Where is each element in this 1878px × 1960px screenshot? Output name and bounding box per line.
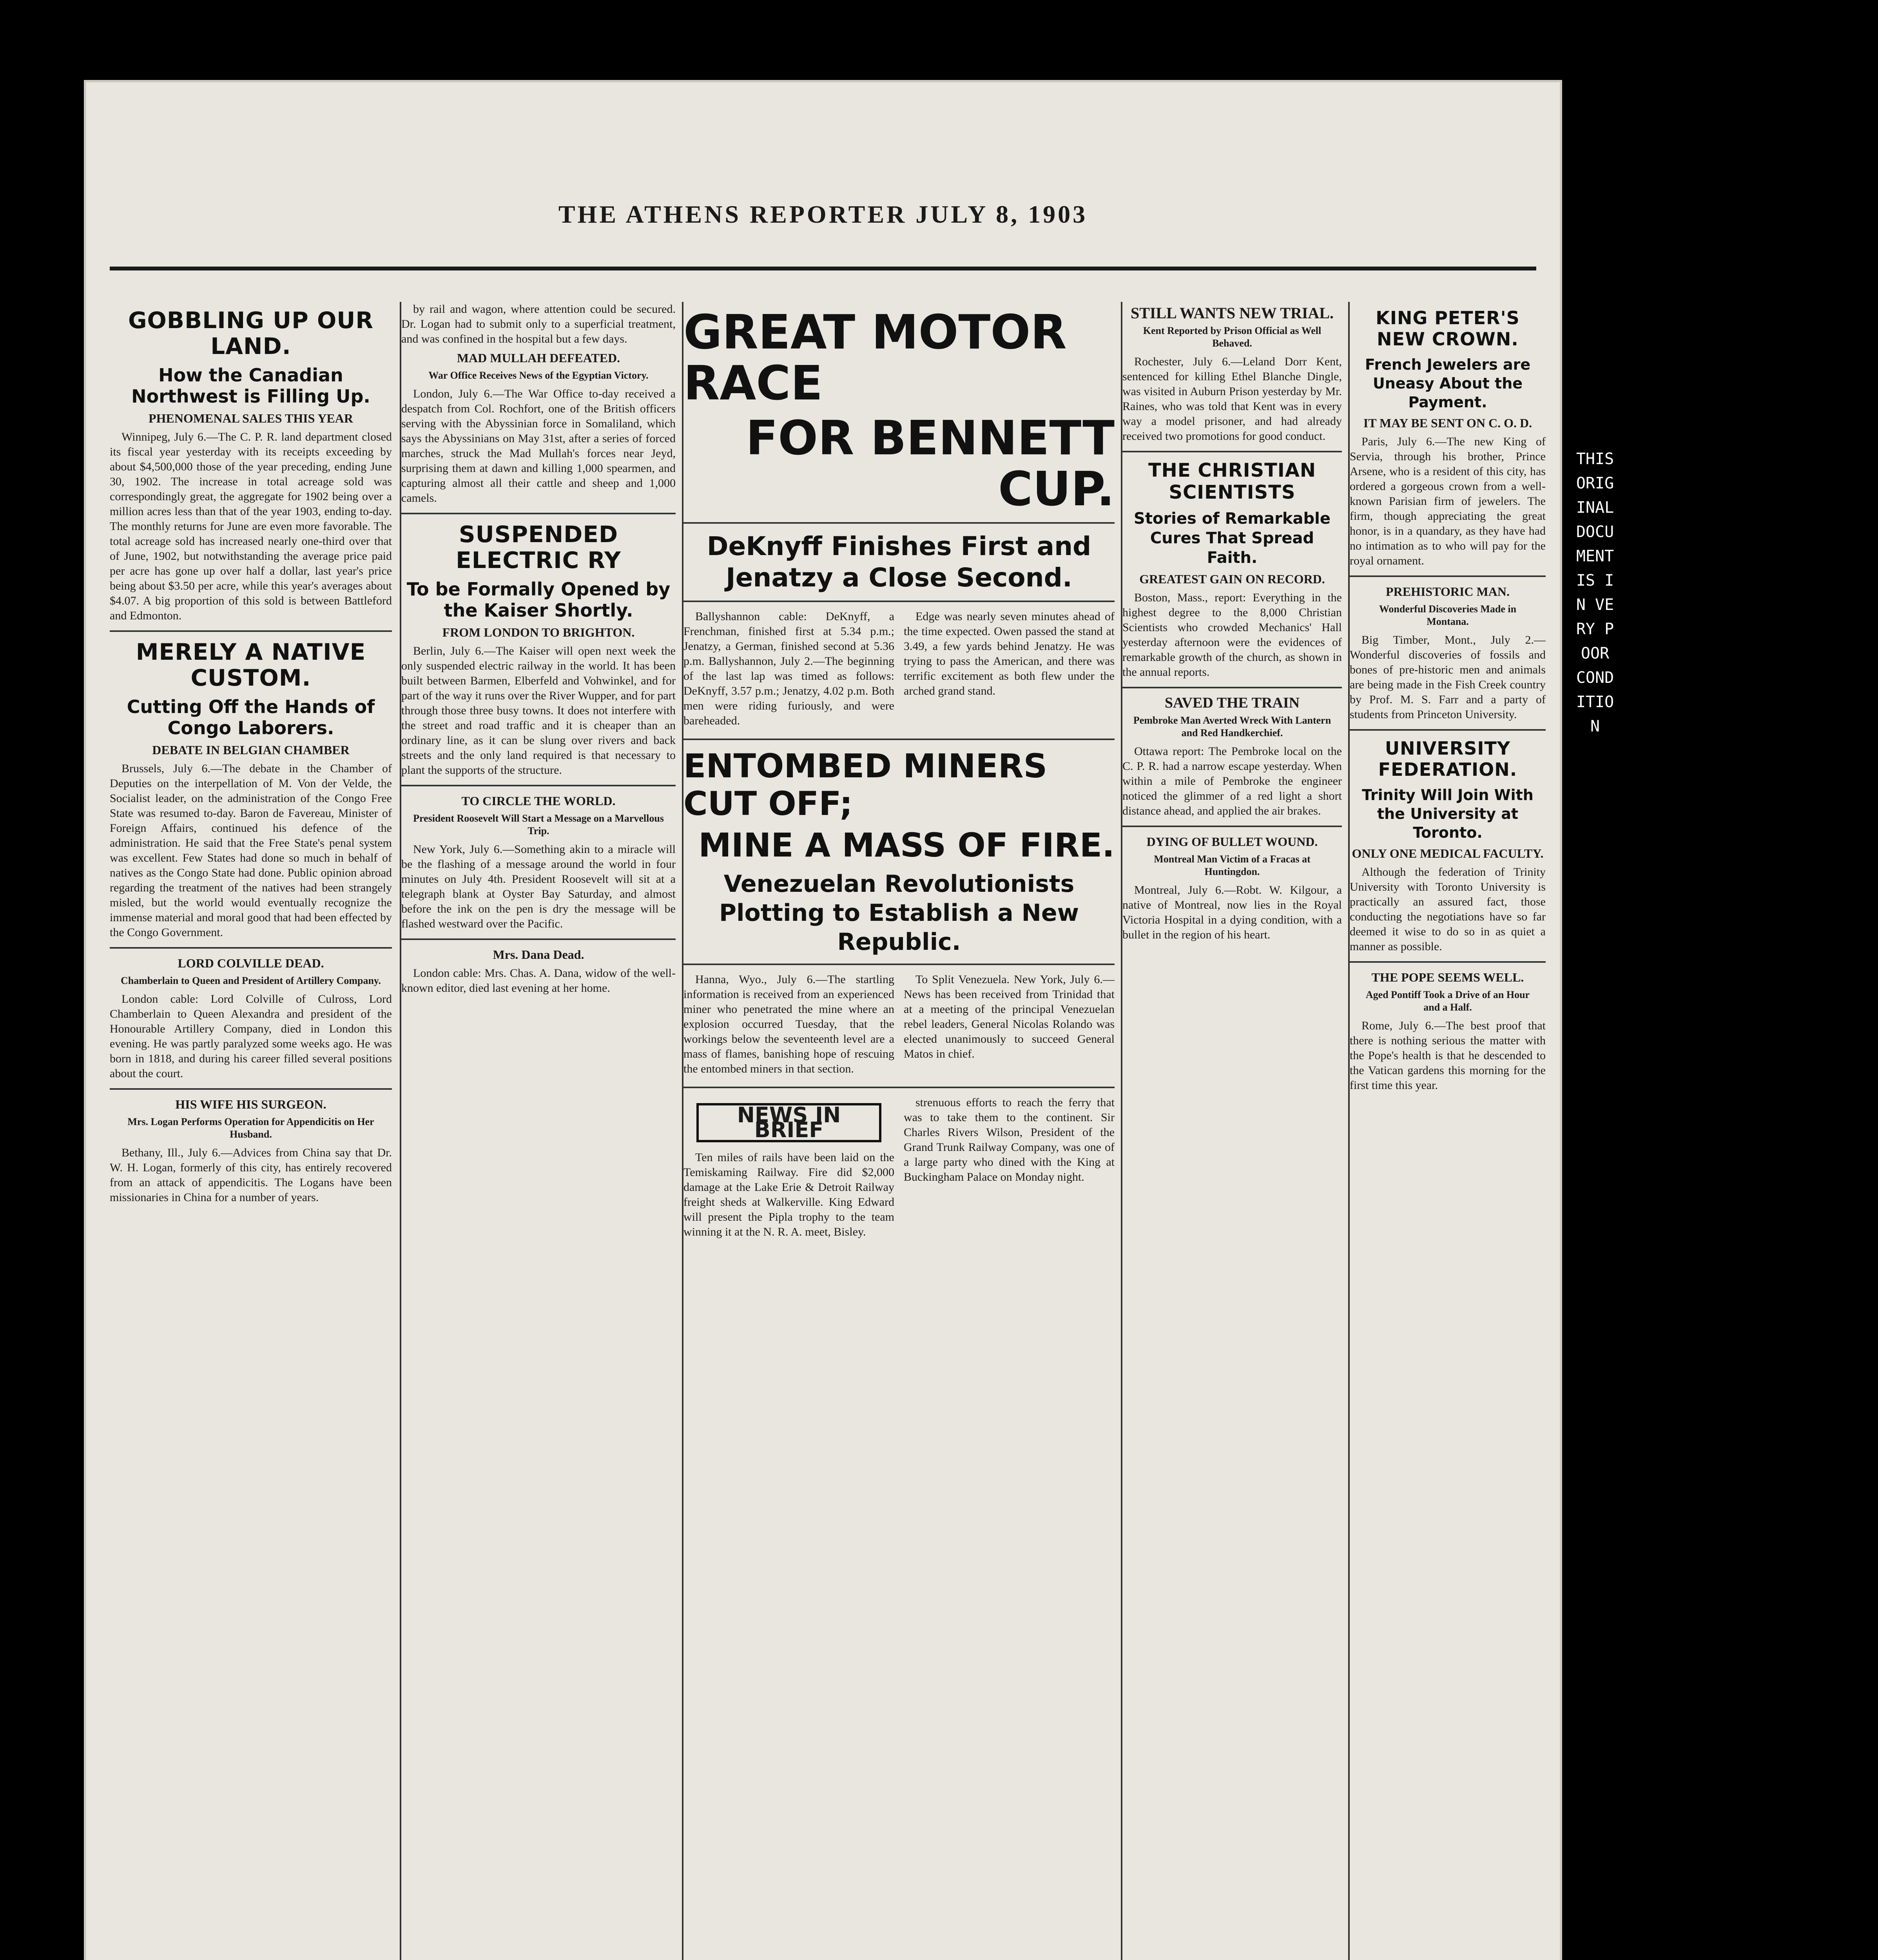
article-text: Ten miles of rails have been laid on the Temiskaming Railway. Fire did $2,000 damage at the Lake Erie & Detroit Railway freight sheds at Walkerville. King Edward will present the Pipla trophy to the team winning it at the N. R. A. meet, Bisley. [683,1151,894,1238]
section-subhead: ONLY ONE MEDICAL FACULTY. [1352,846,1544,860]
subheadline: Stories of Remarkable Cures That Spread Faith. [1134,510,1331,567]
divider [1122,451,1342,452]
subheadline: Cutting Off the Hands of Congo Laborers. [127,696,375,739]
section-subhead: PHENOMENAL SALES THIS YEAR [149,411,353,425]
news-in-brief-box: NEWS IN BRIEF [696,1103,881,1142]
headline: Mrs. Dana Dead. [493,947,584,962]
headline-line-2: FOR BENNETT CUP. [746,411,1115,517]
section-subhead: IT MAY BE SENT ON C. O. D. [1363,416,1532,430]
divider [1122,687,1342,688]
section-subhead: DEBATE IN BELGIAN CHAMBER [152,743,350,757]
subheadline: Aged Pontiff Took a Drive of an Hour and a Half. [1365,989,1530,1013]
section-subhead: FROM LONDON TO BRIGHTON. [442,625,635,639]
headline: GOBBLING UP OUR LAND. [128,307,374,359]
subheadline: Kent Reported by Prison Official as Well Behaved. [1143,325,1321,349]
headline-line-2: MINE A MASS OF FIRE. [698,826,1115,864]
article-text: by rail and wagon, where attention could be secured. Dr. Logan had to submit only to a superficial treatment, and was confined in the hospital but a few days. [401,303,676,345]
divider [683,1087,1115,1088]
divider [683,739,1115,740]
article-text: Boston, Mass., report: Everything in the highest degree to the 8,000 Christian Scientists who crowded Mechanics' Hall yesterday afternoon were the evidences of remarkable growth of the church, as shown in the annual reports. [1122,591,1342,679]
divider [683,601,1115,602]
article-text: New York, July 6.—Something akin to a miracle will be the flashing of a message around the world in four minutes on July 4th. President Roosevelt will sit at a telegraph blank at Oyster Bay Saturday, and almost before the ink on the pen is dry the message will be flashed westward over the Pacific. [401,843,676,930]
divider [110,1088,392,1090]
column-4 [1121,302,1342,1960]
column-3 [682,302,1115,1960]
article-text: Bethany, Ill., July 6.—Advices from China say that Dr. W. H. Logan, formerly of this city, has entirely recovered from an attack of appendicitis. The Logans have been missionaries in China for a number of years. [110,1146,392,1204]
column-2 [400,302,676,1960]
subheadline: Venezuelan Revolutionists Plotting to Establish a New Republic. [719,870,1079,956]
news-in-brief-column [683,1095,894,1243]
headline: SAVED THE TRAIN [1164,695,1300,711]
article-text: Rome, July 6.—The best proof that there is nothing serious the matter with the Pope's health is that he descended to the Vatican gardens this morning for the first time this year. [1350,1019,1546,1092]
condition-notice: THIS ORIGINAL DOCUMENT IS IN VERY POOR CONDITION [1576,450,1614,735]
headline: TO CIRCLE THE WORLD. [461,794,616,808]
headline: HIS WIFE HIS SURGEON. [175,1097,326,1111]
headline-line-1: GREAT MOTOR RACE [683,305,1067,411]
article-text: London cable: Lord Colville of Culross, Lord Chamberlain to Queen Alexandra and president of the Honourable Artillery Company, died in London this evening. He was partly paralyzed some weeks ago. He was born in 1818, and during his career filled several positions about the court. [110,993,392,1080]
article-text: London, July 6.—The War Office to-day received a despatch from Col. Rochfort, one of the British officers serving with the Abyssinian force in Somaliland, which says the Abyssinians on May 31st, after a series of forced marches, struck the Mad Mullah's forces near Jeyd, surprising them at dawn and killing 1,000 spearmen, and capturing almost all their cattle and sheep and 1,000 camels. [401,387,676,505]
headline: LORD COLVILLE DEAD. [178,956,324,970]
divider [1350,961,1546,963]
article-text: Rochester, July 6.—Leland Dorr Kent, sentenced for killing Ethel Blanche Dingle, was visited in Auburn Prison yesterday by Mr. Raines, who was told that Kent was in every way a model prisoner, and had already received two promotions for good conduct. [1122,355,1342,443]
headline: KING PETER'S NEW CROWN. [1376,307,1520,350]
divider [401,785,676,786]
subheadline: How the Canadian Northwest is Filling Up. [131,365,370,407]
subheadline: DeKnyff Finishes First and Jenatzy a Close Second. [707,531,1091,593]
article-text: Berlin, July 6.—The Kaiser will open next week the only suspended electric railway in the world. It has been built between Barmen, Elberfeld and Vohwinkel, and for part of the way it runs over the River Wupper, and for part through those three busy towns. It does not interfere with the street and road traffic and it is cheaper than an ordinary line, as it can be slung over rivers and back streets and the only land required is that necessary to plant the supports of the structure. [401,644,676,777]
article-columns [683,609,1115,731]
divider [1350,575,1546,577]
divider [1122,826,1342,827]
section-subhead: GREATEST GAIN ON RECORD. [1139,572,1325,586]
article-text: Brussels, July 6.—The debate in the Chamber of Deputies on the interpellation of M. Von der Velde, the Socialist leader, on the administration of the Congo Free State was resumed to-day. Baron de Favereau, Minister of Foreign Affairs, continued his defence of the administration. He said that the Free State's penal system was excellent. Few States had done so much in behalf of natives as the Congo State had done. Public opinion abroad regarding the treatment of the natives had been strangely misled, but the world would eventually recognize the immense material and moral good that had been effected by the Congo Government. [110,762,392,939]
divider [683,522,1115,524]
subheadline: War Office Receives News of the Egyptian Victory. [428,370,649,381]
subheadline: Mrs. Logan Performs Operation for Appendicitis on Her Husband. [127,1116,374,1140]
article-text: London cable: Mrs. Chas. A. Dana, widow of the well-known editor, died last evening at her home. [401,967,676,995]
divider [110,947,392,949]
article-text: Paris, July 6.—The new King of Servia, through his brother, Prince Arsene, who is a resident of this city, has ordered a gorgeous crown from a well-known Parisian firm of jewelers. The firm, though appreciating the great honor, is in a quandary, as they have had no intimation as to who will pay for the royal ornament. [1350,435,1546,567]
headline: THE CHRISTIAN SCIENTISTS [1148,459,1316,503]
headline: UNIVERSITY FEDERATION. [1378,738,1517,780]
divider [401,938,676,940]
article-text: Hanna, Wyo., July 6.—The startling information is received from an experienced miner who penetrated the mine where an explosion occurred Tuesday, that the workings below the seventeenth level are a mass of flames, banishing hope of rescuing the entombed miners in that section. [683,973,894,1075]
headline: SUSPENDED ELECTRIC RY [456,521,621,573]
headline: MERELY A NATIVE CUSTOM. [136,639,366,691]
column-5 [1348,302,1546,1960]
masthead-rule [110,267,1536,270]
article-columns [683,972,1115,1080]
subheadline: Trinity Will Join With the University at Toronto. [1362,786,1534,841]
headline: THE POPE SEEMS WELL. [1371,970,1524,984]
article-text: Although the federation of Trinity University with Toronto University is practically an assured fact, those conducting the negotiations have so far deemed it wise to do so in as quiet a manner as possible. [1350,866,1546,953]
headline: MAD MULLAH DEFEATED. [457,351,620,365]
article-text: Montreal, July 6.—Robt. W. Kilgour, a native of Montreal, now lies in the Royal Victoria Hospital in a dying condition, with a bullet in the region of his heart. [1122,884,1342,941]
news-in-brief-section [683,1095,1115,1243]
article-text: Ballyshannon cable: DeKnyff, a Frenchman, finished first at 5.34 p.m.; Jenatzy, a German, finished second at 5.36 p.m. Ballyshannon, July 2.—The beginning of the last lap was timed as follows: DeKnyff, 3.57 p.m.; Jenatzy, 4.02 p.m. Both men were riding furiously, and were bareheaded. [683,610,894,727]
headline: DYING OF BULLET WOUND. [1146,835,1318,849]
subheadline: French Jewelers are Uneasy About the Payment. [1365,356,1531,411]
article-text: strenuous efforts to reach the ferry that was to take them to the continent. Sir Charles Rivers Wilson, President of the Grand Trunk Railway Company, was one of a large party who dined with the King at Buckingham Palace on Monday night. [904,1096,1115,1183]
subheadline: Montreal Man Victim of a Fracas at Huntingdon. [1154,853,1311,877]
headline: PREHISTORIC MAN. [1386,584,1510,599]
subheadline: To be Formally Opened by the Kaiser Shortly. [406,579,671,621]
article-text: Ottawa report: The Pembroke local on the C. P. R. had a narrow escape yesterday. When within a mile of Pembroke the engineer noticed the glimmer of a red light a short distance ahead, and applied the air brakes. [1122,745,1342,817]
article-text: Big Timber, Mont., July 2.—Wonderful discoveries of fossils and bones of pre-historic men and animals are being made in the Fish Creek country by Prof. M. S. Farr and a party of students from Princeton University. [1350,633,1546,721]
column-1 [110,302,392,1960]
subheadline: President Roosevelt Will Start a Message on a Marvellous Trip. [413,813,664,837]
article-text: Edge was nearly seven minutes ahead of the time expected. Owen passed the stand at 3.49, a few yards behind Jenatzy. He was trying to pass the American, and there was terrific excitement as both flew under the arched grand stand. [904,610,1115,697]
divider [110,630,392,632]
article-text: Winnipeg, July 6.—The C. P. R. land department closed its fiscal year yesterday with its receipts exceeding by about $4,500,000 those of the year preceding, ending June 30, 1902. The increase in total acreage sold was correspondingly great, the aggregate for 1902 being over a million acres less than that of the year 1903, ending to-day. The monthly returns for June are even more favorable. The total acreage sold has increased nearly one-third over that of June, 1902, but notwithstanding the average price paid per acre has gone up over half a dollar, last year's price being about $3.50 per acre, while this year's averages about $4.07. A big proportion of this sold is between Battleford and Edmonton. [110,430,392,622]
divider [401,513,676,514]
newspaper-page [86,82,1560,1960]
headline: STILL WANTS NEW TRIAL. [1130,304,1334,322]
article-text: To Split Venezuela. New York, July 6.—News has been received from Trinidad that at a meeting of the principal Venezuelan rebel leaders, General Nicolas Rolando was elected unanimously to succeed General Matos in chief. [904,973,1115,1060]
subheadline: Wonderful Discoveries Made in Montana. [1379,603,1517,627]
headline-line-1: ENTOMBED MINERS CUT OFF; [683,747,1048,823]
subheadline: Pembroke Man Averted Wreck With Lantern and Red Handkerchief. [1133,715,1331,739]
divider [1350,729,1546,731]
divider [683,964,1115,965]
masthead: THE ATHENS REPORTER JULY 8, 1903 [558,200,1088,228]
subheadline: Chamberlain to Queen and President of Artillery Company. [121,975,381,986]
